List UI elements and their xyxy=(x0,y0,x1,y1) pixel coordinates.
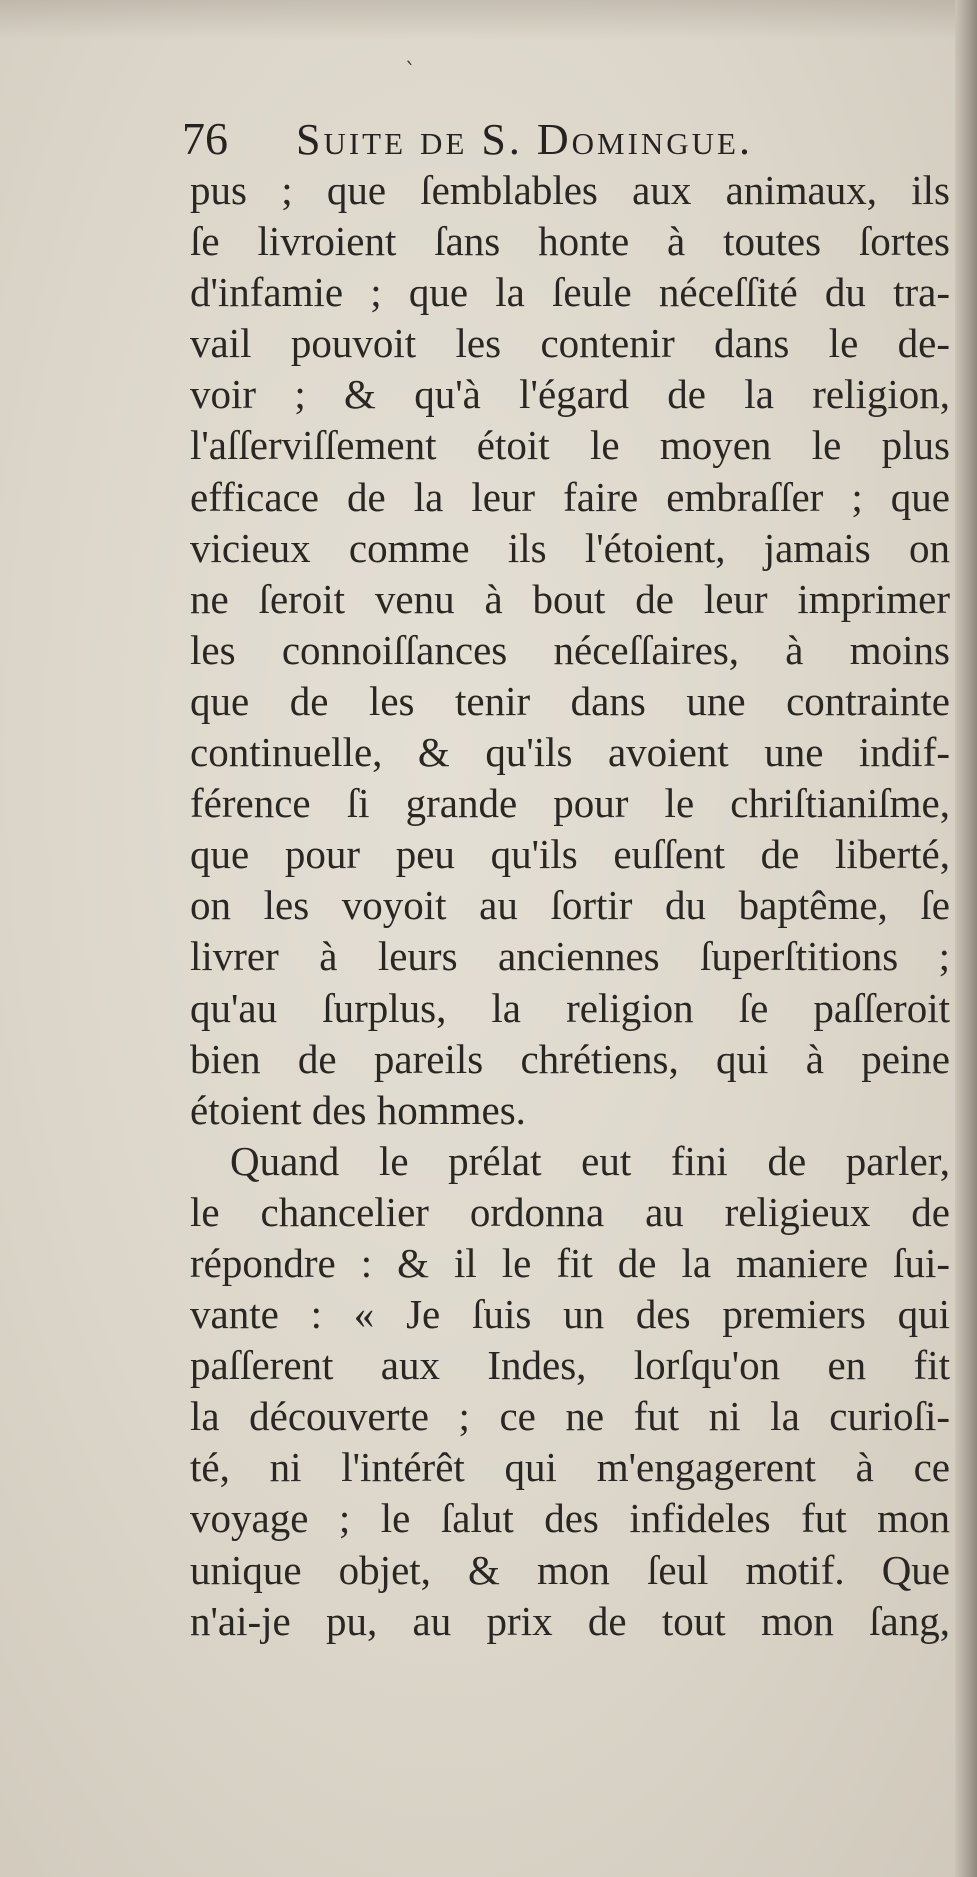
text-line: paſſerent aux Indes, lorſqu'on en fit xyxy=(190,1342,950,1389)
text-line: que pour peu qu'ils euſſent de liberté, xyxy=(190,831,950,878)
page-edge xyxy=(955,0,977,1877)
page-top-shadow xyxy=(0,0,977,40)
text-line: continuelle, & qu'ils avoient une indif- xyxy=(190,729,950,776)
page-body xyxy=(190,165,950,1647)
text-line: ſe livroient ſans honte à toutes ſortes xyxy=(190,218,950,265)
page-number: 76 xyxy=(182,113,228,164)
text-line: d'infamie ; que la ſeule néceſſité du tra- xyxy=(190,269,950,316)
text-line: efficace de la leur faire embraſſer ; que xyxy=(190,473,950,520)
text-line: étoient des hommes. xyxy=(190,1086,526,1133)
text-line: voir ; & qu'à l'égard de la religion, xyxy=(190,371,950,418)
text-line: qu'au ſurplus, la religion ſe paſſeroit xyxy=(190,984,950,1031)
text-line: vante : « Je ſuis un des premiers qui xyxy=(190,1291,950,1338)
text-line: on les voyoit au ſortir du baptême, ſe xyxy=(190,882,950,929)
running-title: Suite de S. Domingue. xyxy=(296,115,753,164)
text-line: les connoiſſances néceſſaires, à moins xyxy=(190,626,950,673)
text-line: livrer à leurs anciennes ſuperſtitions ; xyxy=(190,933,950,980)
text-line: té, ni l'intérêt qui m'engagerent à ce xyxy=(190,1444,950,1491)
text-line: voyage ; le ſalut des infideles fut mon xyxy=(190,1495,950,1542)
text-line: Quand le prélat eut fini de parler, xyxy=(230,1137,950,1184)
text-line: ne ſeroit venu à bout de leur imprimer xyxy=(190,575,950,622)
text-line: férence ſi grande pour le chriſtianiſme, xyxy=(190,780,950,827)
text-line: l'aſſerviſſement étoit le moyen le plus xyxy=(190,422,950,469)
text-line: bien de pareils chrétiens, qui à peine xyxy=(190,1035,950,1082)
text-line: la découverte ; ce ne fut ni la curioſi- xyxy=(190,1393,950,1440)
text-line: que de les tenir dans une contrainte xyxy=(190,677,950,724)
text-line: le chancelier ordonna au religieux de xyxy=(190,1188,950,1235)
text-line: vicieux comme ils l'étoient, jamais on xyxy=(190,524,950,571)
ink-mark-icon: ˋ xyxy=(405,60,416,85)
text-line: vail pouvoit les contenir dans le de- xyxy=(190,320,950,367)
text-line: unique objet, & mon ſeul motif. Que xyxy=(190,1546,950,1593)
text-line: pus ; que ſemblables aux animaux, ils xyxy=(190,167,950,213)
text-line: répondre : & il le fit de la maniere ſui- xyxy=(190,1239,950,1286)
text-line: n'ai-je pu, au prix de tout mon ſang, xyxy=(190,1597,950,1644)
page-header xyxy=(182,112,942,165)
